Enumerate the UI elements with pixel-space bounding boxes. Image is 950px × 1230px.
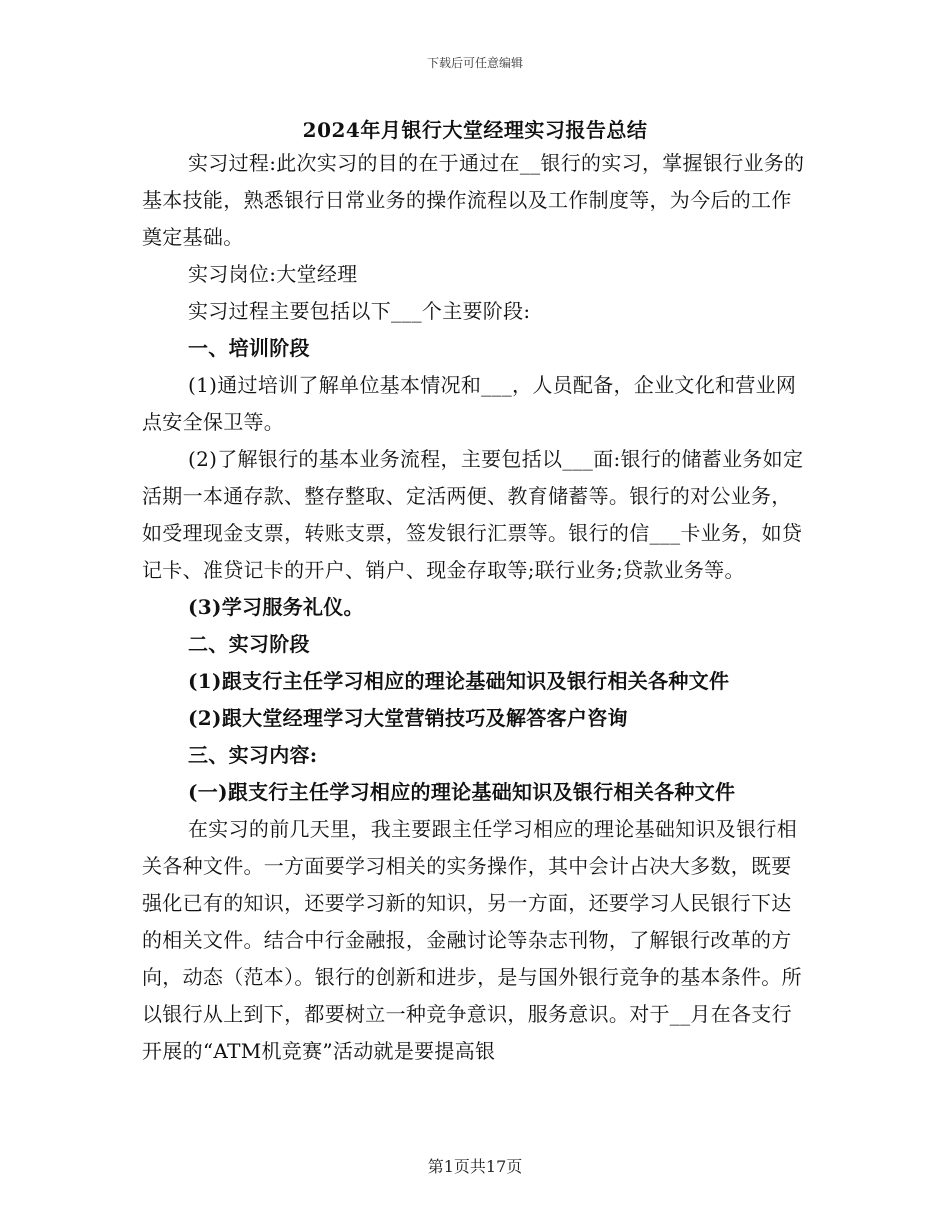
document-body [142, 145, 808, 1070]
paragraph-purpose: 实习过程:此次实习的目的在于通过在__银行的实习，掌握银行业务的基本技能，熟悉银行日常业务的操作流程以及工作制度等，为今后的工作奠定基础。 [142, 151, 805, 249]
heading-internship-content: 三、实习内容: [188, 743, 318, 767]
paragraph-training-1: (1)通过培训了解单位基本情况和___，人员配备，企业文化和营业网点安全保卫等。 [142, 373, 797, 434]
paragraph-internship-2: (2)跟大堂经理学习大堂营销技巧及解答客户咨询 [188, 706, 628, 730]
paragraph-content-1: 在实习的前几天里，我主要跟主任学习相应的理论基础知识及银行相关各种文件。一方面要学习相关的实务操作，其中会计占决大多数，既要强化已有的知识，还要学习新的知识，另一方面，还要学习人民银行下达的相关文件。结合中行金融报，金融讨论等杂志刊物，了解银行改革的方向，动态（范本）。银行的创新和进步，是与国外银行竞争的基本条件。所以银行从上到下，都要树立一种竞争意识，服务意识。对于__月在各支行开展的“ATM机竞赛”活动就是要提高银 [142, 817, 802, 1063]
paragraph-training-2: (2)了解银行的基本业务流程，主要包括以___面:银行的储蓄业务如定活期一本通存款、整存整取、定活两便、教育储蓄等。银行的对公业务，如受理现金支票，转账支票，签发银行汇票等。银行的信___卡业务，如贷记卡、准贷记卡的开户、销户、现金存取等;联行业务;贷款业务等。 [142, 447, 804, 582]
paragraph-internship-1: (1)跟支行主任学习相应的理论基础知识及银行相关各种文件 [188, 669, 730, 693]
heading-internship-stage: 二、实习阶段 [188, 632, 310, 656]
paragraph-training-3: (3)学习服务礼仪。 [188, 595, 364, 619]
page-number-footer: 第1页共17页 [427, 1157, 523, 1176]
heading-training-stage: 一、培训阶段 [188, 336, 310, 360]
paragraph-position: 实习岗位:大堂经理 [188, 262, 358, 286]
subheading-content-1: (一)跟支行主任学习相应的理论基础知识及银行相关各种文件 [188, 780, 736, 804]
paragraph-stages-intro: 实习过程主要包括以下___个主要阶段: [188, 299, 531, 323]
header-note: 下载后可任意编辑 [426, 56, 523, 70]
document-title: 2024年月银行大堂经理实习报告总结 [302, 118, 648, 142]
